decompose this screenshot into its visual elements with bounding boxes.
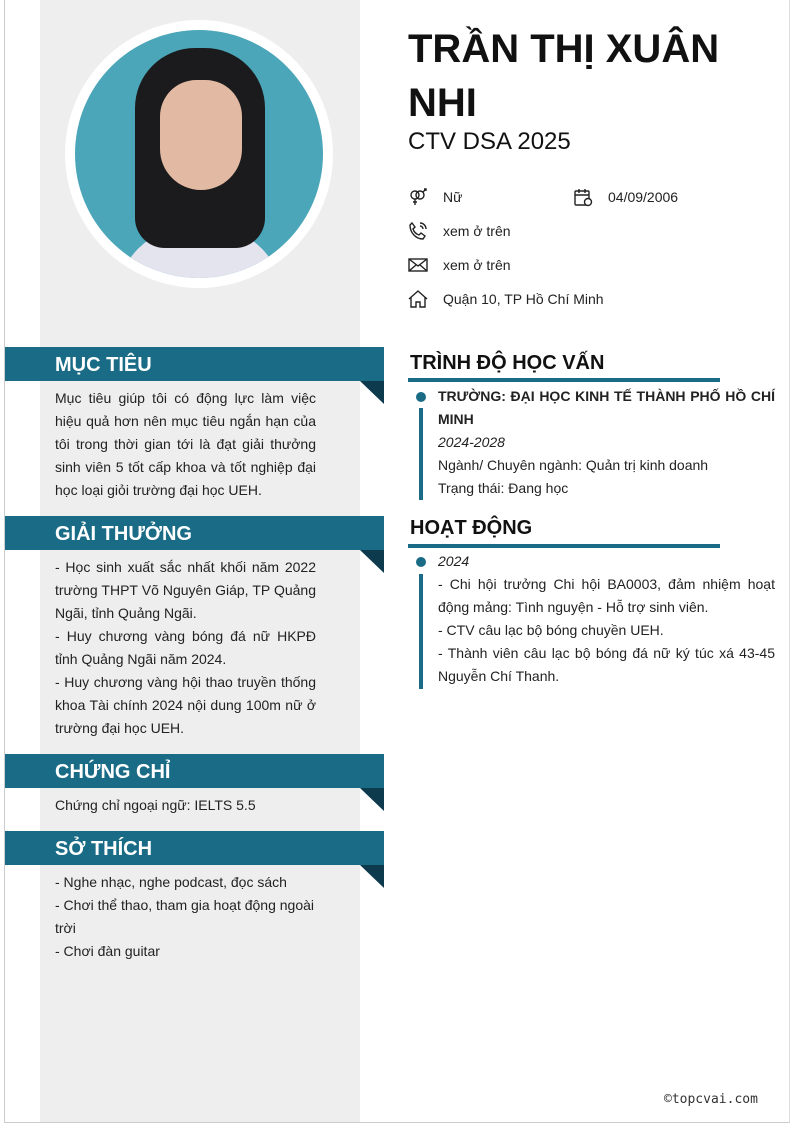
hobby-item: - Chơi đàn guitar — [55, 943, 160, 959]
timeline-dot — [416, 557, 426, 567]
hobbies-heading: SỞ THÍCH — [5, 831, 384, 865]
home-icon — [408, 289, 428, 309]
email-value: xem ở trên — [443, 257, 511, 273]
hobby-item: - Chơi thể thao, tham gia hoạt động ngoài trời — [55, 897, 315, 936]
hobbies-list — [55, 871, 316, 963]
envelope-icon — [408, 255, 428, 275]
certificates-heading: CHỨNG CHỈ — [5, 754, 384, 788]
gender-icon — [408, 187, 428, 207]
education-status: Trạng thái: Đang học — [438, 480, 569, 496]
school-name: TRƯỜNG: ĐẠI HỌC KINH TẾ THÀNH PHỐ HỒ CHÍ MINH — [438, 388, 775, 427]
activity-item: - Thành viên câu lạc bộ bóng đá nữ ký túc xá 43-45 Nguyễn Chí Thanh. — [438, 645, 775, 684]
award-item: - Huy chương vàng hội thao truyền thống khoa Tài chính 2024 nội dung 100m nữ ở trường đại học UEH. — [55, 674, 316, 736]
timeline-line — [419, 408, 423, 500]
gender-row — [408, 187, 462, 207]
watermark: ©topcvai.com — [664, 1092, 758, 1107]
ribbon-fold — [360, 550, 384, 573]
award-item: - Huy chương vàng bóng đá nữ HKPĐ tỉnh Quảng Ngãi năm 2024. — [55, 628, 316, 667]
timeline-dot — [416, 392, 426, 402]
dob-row — [573, 187, 678, 207]
ribbon-fold — [360, 865, 384, 888]
activities-heading: HOẠT ĐỘNG — [410, 517, 533, 539]
ribbon-fold — [360, 788, 384, 811]
avatar — [65, 20, 333, 288]
objective-text: Mục tiêu giúp tôi có động lực làm việc hiệu quả hơn nên mục tiêu ngắn hạn của tôi trong thời gian tới là đạt giải thưởng sinh viên 5 tốt cấp khoa và tốt nghiệp đại học loại giỏi trường đại học UEH. — [55, 390, 316, 498]
education-heading: TRÌNH ĐỘ HỌC VẤN — [410, 352, 605, 374]
objective-heading: MỤC TIÊU — [5, 347, 384, 381]
phone-row — [408, 221, 511, 241]
job-title: CTV DSA 2025 — [408, 128, 571, 155]
address-value: Quận 10, TP Hồ Chí Minh — [443, 291, 604, 307]
activity-item: - CTV câu lạc bộ bóng chuyền UEH. — [438, 622, 664, 638]
phone-icon — [408, 221, 428, 241]
calendar-icon — [573, 187, 593, 207]
timeline-line — [419, 574, 423, 689]
certificates-text: Chứng chỉ ngoại ngữ: IELTS 5.5 — [55, 797, 256, 813]
activity-period: 2024 — [438, 553, 470, 569]
education-major: Ngành/ Chuyên ngành: Quản trị kinh doanh — [438, 457, 709, 473]
gender-value: Nữ — [443, 189, 463, 205]
awards-heading: GIẢI THƯỞNG — [5, 516, 384, 550]
ribbon-fold — [360, 381, 384, 404]
divider — [408, 544, 720, 548]
education-entry — [438, 385, 775, 500]
dob-value: 04/09/2006 — [608, 189, 679, 205]
phone-value: xem ở trên — [443, 223, 511, 239]
full-name: TRẦN THỊ XUÂN NHI — [408, 27, 720, 125]
email-row — [408, 255, 511, 275]
activity-item: - Chi hội trưởng Chi hội BA0003, đảm nhiệm hoạt động mảng: Tình nguyện - Hỗ trợ sinh viên. — [438, 576, 775, 615]
address-row — [408, 289, 604, 309]
education-period: 2024-2028 — [438, 434, 505, 450]
activities-entry — [438, 550, 775, 688]
award-item: - Học sinh xuất sắc nhất khối năm 2022 trường THPT Võ Nguyên Giáp, TP Quảng Ngãi, tỉnh Quảng Ngãi. — [55, 559, 316, 621]
hobby-item: - Nghe nhạc, nghe podcast, đọc sách — [55, 874, 287, 890]
divider — [408, 378, 720, 382]
awards-list — [55, 556, 316, 740]
